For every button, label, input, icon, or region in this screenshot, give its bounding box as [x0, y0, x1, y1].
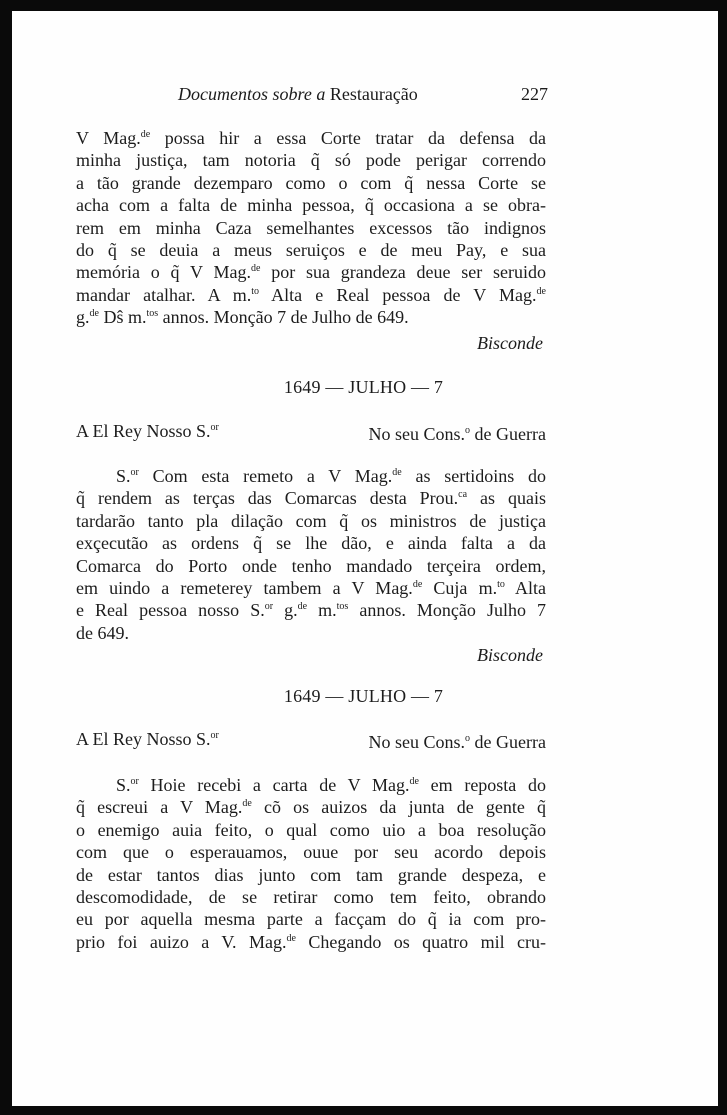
- text-line: V Mag.$^{de}$ possa hir a essa Corte tratar da defensa da: [76, 128, 546, 148]
- text-line: mandar atalhar. A m.$^{to}$ Alta e Real pessoa de V Mag.$^{de}$: [76, 284, 546, 305]
- council-note: No seu Cons.$^o$ de Guerra: [368, 424, 546, 444]
- text-line: g.$^{de}$ Dŝ m.$^{tos}$ annos. Monção 7 de Julho de 649.: [76, 307, 409, 328]
- signature: Bisconde: [477, 333, 543, 353]
- text-line: S.$^{or}$ Com esta remeto a V Mag.$^{de}$ as sertidoins do: [116, 466, 546, 486]
- addressee: A El Rey Nosso S.$^{or}$: [76, 421, 219, 441]
- text-line: q̃ rendem as terças das Comarcas desta Prou.$^{ca}$ as quais: [76, 488, 546, 509]
- text-line: q̃ escreui a V Mag.$^{de}$ cõ os auizos da junta de gente q̃: [76, 797, 546, 818]
- council-note: No seu Cons.$^o$ de Guerra: [368, 732, 546, 752]
- text-line: prio foi auizo a V. Mag.$^{de}$ Chegando os quatro mil cru-: [76, 931, 546, 952]
- text-line: o enemigo auia feito, o qual como uio a boa resolução: [76, 819, 546, 840]
- text-line: S.$^{or}$ Hoie recebi a carta de V Mag.$^{de}$ em reposta do: [116, 775, 546, 795]
- text-line: eu por aquella mesma parte a facçam do q̃ ia com pro-: [76, 909, 546, 930]
- text-line: a tão grande dezemparo como o com q̃ nessa Corte se: [76, 172, 546, 193]
- letter-body: [76, 465, 546, 644]
- letter-date-heading: 1649 — JULHO — 7: [283, 686, 444, 706]
- letter-body: [76, 774, 546, 953]
- text-line: descomodidade, de se retirar como tem feito, obrando: [76, 887, 546, 908]
- text-line: memória o q̃ V Mag.$^{de}$ por sua grandeza deue ser seruido: [76, 262, 546, 283]
- text-line: com que o esperauamos, ouue por seu acordo depois: [76, 842, 546, 863]
- text-line: acha com a falta de minha pessoa, q̃ occasiona a se obra-: [76, 195, 546, 216]
- text-line: em uindo a remeterey tambem a V Mag.$^{de}$ Cuja m.$^{to}$ Alta: [76, 578, 547, 599]
- text-line: tardarão tanto pla dilação com q̃ os ministros de justiça: [76, 510, 546, 531]
- letter-date-heading: 1649 — JULHO — 7: [283, 377, 444, 397]
- text-line: do q̃ se deuia a meus seruiços e de meu Pay, e sua: [76, 240, 546, 261]
- signature: Bisconde: [477, 645, 543, 665]
- text-line: de estar tantos dias junto com tam grande despeza, e: [76, 864, 546, 885]
- text-line: e Real pessoa nosso S.$^{or}$ g.$^{de}$ m.$^{tos}$ annos. Monção Julho 7: [76, 600, 546, 621]
- text-line: minha justiça, tam notoria q̃ só pode perigar correndo: [76, 150, 546, 171]
- running-title: Documentos sobre a Restauração: [178, 84, 418, 104]
- running-header: [178, 84, 548, 110]
- paragraph-continuation: [76, 127, 546, 329]
- text-line: Comarca do Porto onde tenho mandado terçeira ordem,: [76, 555, 546, 576]
- addressee: A El Rey Nosso S.$^{or}$: [76, 729, 219, 749]
- text-line: exçecutão as ordens q̃ se lhe dão, e ainda falta a da: [76, 533, 546, 554]
- page-number: 227: [521, 84, 548, 104]
- text-line: de 649.: [76, 622, 129, 643]
- text-line: rem em minha Caza semelhantes excessos tão indignos: [76, 217, 546, 238]
